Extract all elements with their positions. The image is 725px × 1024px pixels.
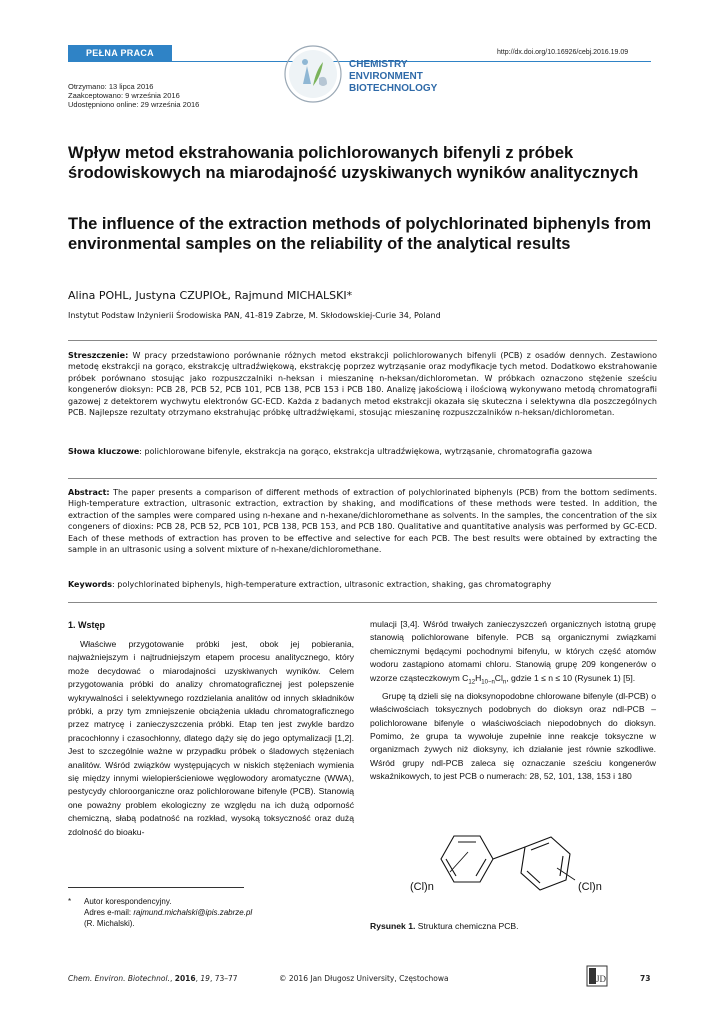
slowa-text: : polichlorowane bifenyle, ekstrakcja na gorąco, ekstrakcja ultradźwiękowa, wytrząsanie, chromatografia gazowa — [139, 447, 593, 456]
intro-paragraph-2 — [370, 618, 656, 690]
left-benzene-ring — [441, 836, 493, 882]
logo-text: JD — [596, 974, 607, 984]
accepted-date: Zaakceptowano: 9 września 2016 — [68, 91, 180, 100]
sub-n: n — [502, 679, 507, 686]
footer-pages: , 73–77 — [209, 974, 238, 983]
university-logo — [586, 965, 608, 987]
email-prefix: Adres e-mail: — [84, 908, 134, 917]
sub-12: 12 — [468, 679, 476, 686]
streszczenie-text: W pracy przedstawiono porównanie różnych metod ekstrakcji polichlorowanych bifenyli (PCB) z osadów dennych. Zestawiono metodę ekstrakcji na gorąco, ekstrakcję ultradźwiękową, ekstrakcję poprzez wytrząsanie oraz modyfikacje tych metod. Dodatkowo ekstrahowanie próbek porównano stosując jako rozpuszczalniki n-heksan i mieszaninę n-heksan/dichlorometan. W próbkach oznaczono stężenie sześciu kongenerów dioksyn: PCB 28, PCB 52, PCB 101, PCB 138, PCB 153 i PCB 180. Analizę jakościową i ilościową wykonywano metodą chromatografii gazowej z detektorem wychwytu elektronów GC-ECD. Każda z badanych metod ekstrakcji okazała się skuteczna i selektywna dla poszczególnych PCB. Najlepsze rezultaty otrzymano ekstrahując próbkę ultradźwiękami, stosując mieszaninę rozpuszczalników n-heksan/dichlorometan. — [68, 351, 657, 418]
caption-text: Struktura chemiczna PCB. — [415, 921, 519, 931]
abstract-text: The paper presents a comparison of different methods of extraction of polychlorinated biphenyls (PCB) from the bottom sediments. High-temperature extraction, ultrasonic extraction, extraction by shaking, and modifications of these methods were tested. In addition, the extraction of the samples were compared using n-hexane and n-hexane/dichloromethane as solvents. In the samples, the concentration of the six congeners of dioxins: PCB 28, PCB 52, PCB 101, PCB 138, PCB 153, and PCB 180. Qualitative and quantitative analysis was performed by GC-ECD. Each of these methods of extraction has proven to be effective and selective for each PCB. The best results were obtained by extracting the sample in an ultrasonic using a solvent mixture of n-hexane/dichloromethane. — [68, 488, 657, 555]
left-column — [68, 620, 354, 839]
publication-dates — [68, 82, 199, 109]
footer-year: 2016 — [174, 974, 196, 983]
footer-journal: Chem. Environ. Biotechnol. — [68, 974, 170, 983]
biphenyl-bond — [493, 847, 525, 859]
email-link[interactable]: rajmund.michalski@ipis.zabrze.pl — [133, 908, 253, 917]
keywords — [68, 579, 657, 590]
journal-line-1: CHEMISTRY — [349, 59, 408, 70]
section-heading: 1. Wstęp — [68, 620, 106, 630]
streszczenie-label: Streszczenie: — [68, 351, 129, 360]
footer-copyright: © 2016 Jan Długosz University, Częstochowa — [279, 974, 449, 983]
intro-paragraph-1: Właściwe przygotowanie próbki jest, obok jej pobierania, najważniejszym i najtrudniejszym etapem procesu analitycznego, który może decydować o miarodajności uzyskiwanych wyników. Celem przygotowania próbki do analizy chromatograficznej jest polepszenie wykrywalności i selektywnego rozdzielania analitów od innych składników próbki, a przy tym zmniejszenie obciążenia układu chromatograficznego przez matrycę i zanieczyszczenia próbki. Etap ten jest zwykle bardzo pracochłonny i czasochłonny, dlatego dąży się do jego optymalizacji [1,2]. Jest to szczególnie ważne w przypadku próbek o śladowych stężeniach analitów. Wśród związków występujących w niskich stężeniach wymienia się między innymi wielopierścieniowe węglowodory aromatyczne (WWA), pestycydy chloroorganiczne oraz polichlorowane bifenyle (PCB). Stanowią one poważny problem ekologiczny ze względu na ich dużą odporność chemiczną, słabą podatność na rozkład, wysoką toksyczność oraz dużą zdolność do bioaku- — [68, 639, 354, 837]
footnote — [68, 896, 252, 929]
footer-citation: Chem. Environ. Biotechnol., 2016, 19, 73–77 — [68, 974, 238, 983]
slowa-label: Słowa kluczowe — [68, 447, 140, 456]
page-number: 73 — [640, 974, 651, 983]
authors: Alina POHL, Justyna CZUPIOŁ, Rajmund MICHALSKI* — [68, 289, 353, 302]
right-cl-label: (Cl)n — [578, 881, 602, 893]
footnote-line-1: Autor korespondencyjny. — [84, 897, 172, 906]
affiliation: Instytut Podstaw Inżynierii Środowiska PAN, 41-819 Zabrze, M. Skłodowskiej-Curie 34, Poland — [68, 311, 441, 320]
title-english: The influence of the extraction methods of polychlorinated biphenyls from environmental samples on the reliability of the analytical results — [68, 215, 652, 253]
article-type-badge: PEŁNA PRACA — [68, 45, 172, 61]
sub-10n: 10−n — [481, 679, 495, 686]
abstract-english — [68, 487, 657, 555]
footer-volume: 19 — [200, 974, 210, 983]
keywords-text: : polychlorinated biphenyls, high-temperature extraction, ultrasonic extraction, shaking, gas chromatography — [112, 580, 552, 589]
intro-paragraph-3: Grupę tą dzieli się na dioksynopodobne chlorowane bifenyle (dl-PCB) o właściwościach toksycznych podobnych do dioksyn oraz ndl-PCB – polichlorowane bifenyle o właściwościach niepodobnych do dioksyn. Pomimo, że grupa ta wywołuje zupełnie inne reakcje toksyczne w organizmach żywych niż dioksyny, ich działanie jest równie szkodliwe. Wśród grupy ndl-PCB zaleca się oznaczanie sześciu kongenerów wskaźnikowych, to jest PCB o numerach: 28, 52, 101, 138, 153 i 180 — [370, 690, 656, 782]
received-date: Otrzymano: 13 lipca 2016 — [68, 82, 154, 91]
formula-cl: Cl — [494, 672, 503, 683]
keywords-label: Keywords — [68, 580, 113, 589]
abstract-label: Abstract: — [68, 488, 110, 497]
pcb-structure-diagram — [410, 822, 640, 902]
footnote-line-2 — [84, 907, 252, 918]
doi-link[interactable]: http://dx.doi.org/10.16926/cebj.2016.19.09 — [497, 49, 629, 56]
online-date: Udostępniono online: 29 września 2016 — [68, 100, 200, 109]
footnote-line-3: (R. Michalski). — [84, 919, 135, 928]
abstract-bottom-rule — [68, 602, 657, 603]
slowa-kluczowe — [68, 446, 657, 457]
left-cl-label: (Cl)n — [410, 881, 434, 893]
para2-end: , gdzie 1 ≤ n ≤ 10 (Rysunek 1) [5]. — [506, 672, 636, 683]
journal-line-3: BIOTECHNOLOGY — [349, 83, 438, 94]
caption-label: Rysunek 1. — [370, 921, 416, 931]
figure-caption — [370, 921, 519, 931]
abstract-top-rule — [68, 340, 657, 341]
journal-name — [349, 59, 437, 95]
formula-h: H — [475, 672, 482, 683]
abstract-mid-rule — [68, 478, 657, 479]
para2-start: mulacji [3,4]. Wśród trwałych zanieczyszczeń organicznych istotną grupę stanowią polichlorowane bifenyle. PCB są organicznymi związkami chemicznymi będącymi pochodnymi bifenylu, w których część atomów wodoru zastąpiono atomami chloru. Stanowią grupę 209 kongenerów o wzorze cząsteczkowym C — [370, 619, 656, 683]
footnote-marker: * — [68, 897, 72, 906]
journal-line-2: ENVIRONMENT — [349, 71, 423, 82]
journal-logo — [283, 44, 343, 104]
title-polish: Wpływ metod ekstrahowania polichlorowanych bifenyli z próbek środowiskowych na miarodajność uzyskiwanych wyników analitycznych — [68, 144, 639, 182]
streszczenie — [68, 350, 657, 418]
footnote-rule — [68, 887, 244, 888]
right-column — [370, 618, 656, 784]
